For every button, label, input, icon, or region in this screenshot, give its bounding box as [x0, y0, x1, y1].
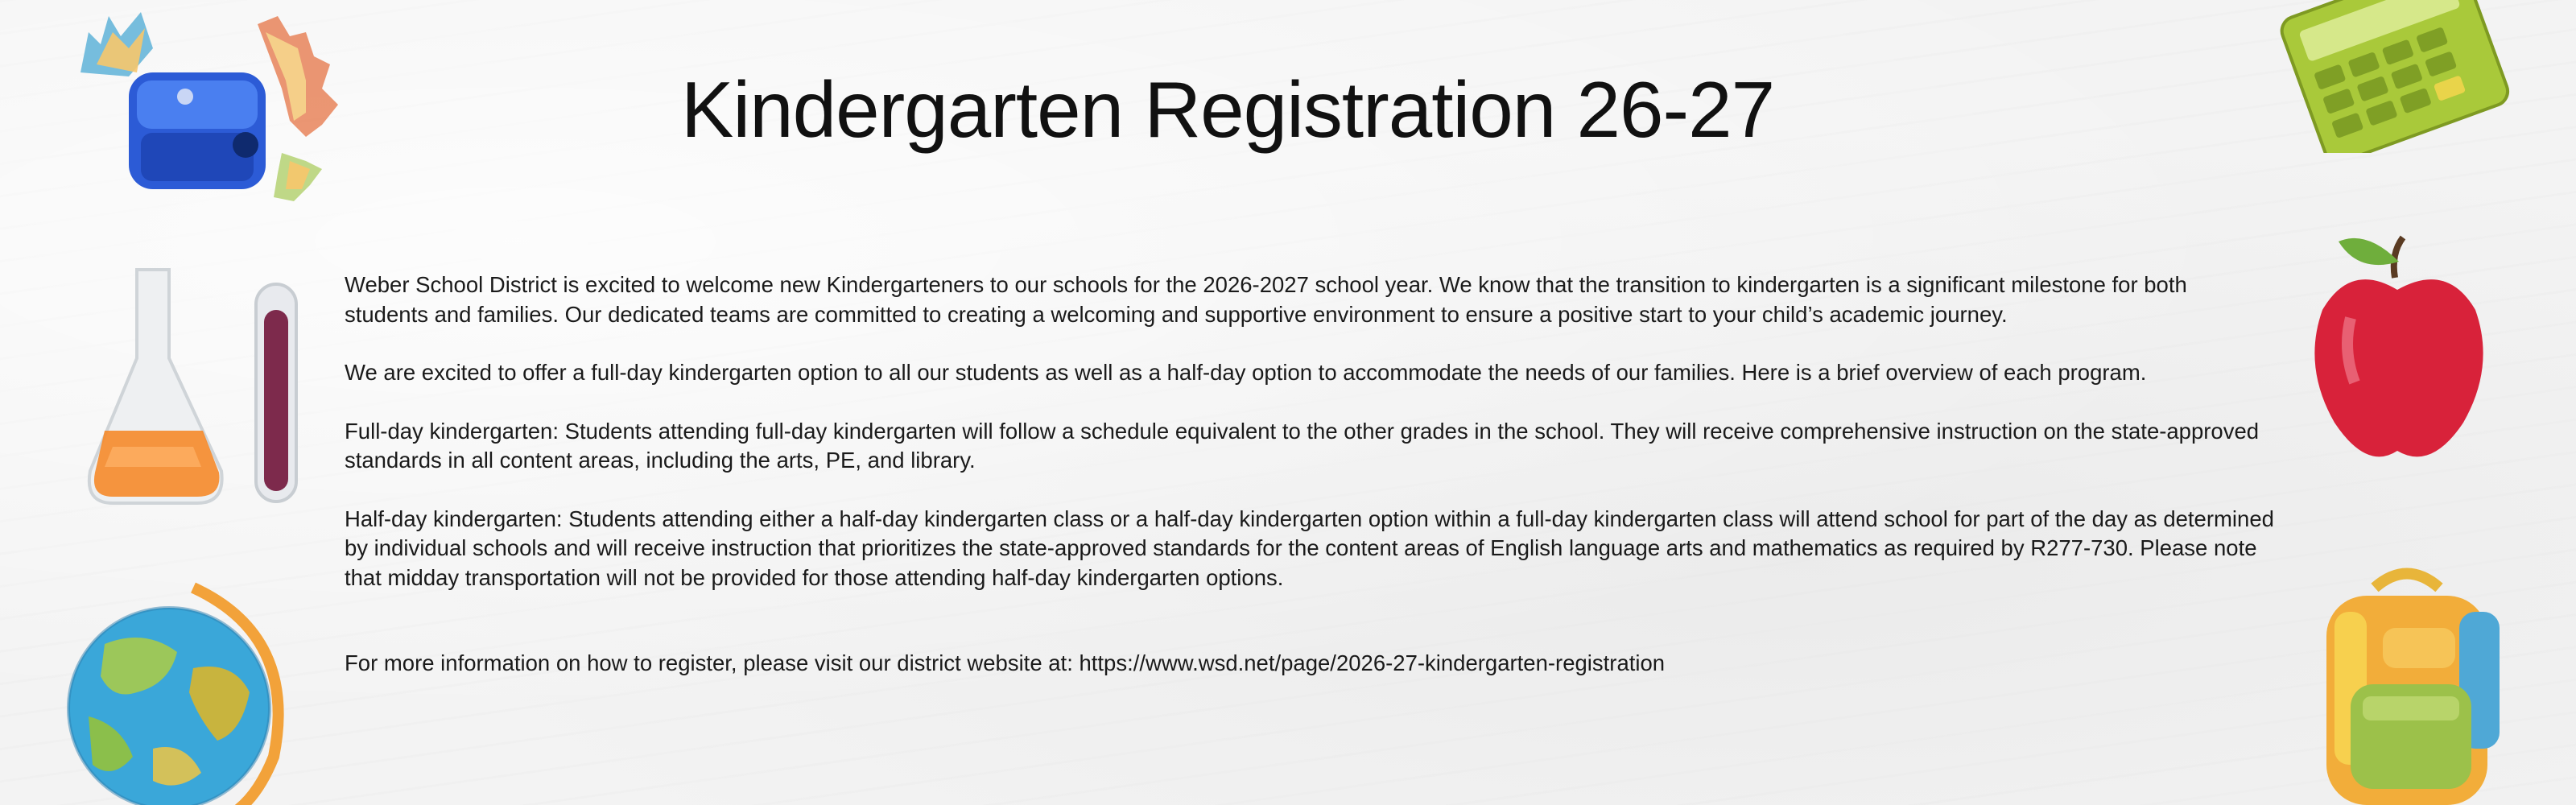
body-content	[345, 270, 2277, 708]
registration-link[interactable]: https://www.wsd.net/page/2026-27-kindergarten-registration	[1079, 650, 1666, 675]
backpack-icon	[2302, 564, 2528, 805]
apple-icon	[2302, 229, 2496, 471]
half-day-paragraph: Half-day kindergarten: Students attending either a half-day kindergarten class or a half-day kindergarten option within a full-day kindergarten class will attend school for part of the day as determined by individual schools and will receive instruction that prioritizes the state-approved standards for the content areas of English language arts and mathematics as required by R277-730. Please note that midday transportation will not be provided for those attending half-day kindergarten options.	[345, 506, 2274, 590]
lab-flask-icon	[80, 262, 322, 519]
page-title: Kindergarten Registration 26-27	[681, 65, 1775, 154]
pencil-sharpener-icon	[64, 0, 354, 209]
options-paragraph: We are excited to offer a full-day kindergarten option to all our students as well as a half-day option to accommodate the needs of our families. Here is a brief overview of each program.	[345, 360, 2147, 385]
calculator-icon	[2278, 0, 2520, 153]
full-day-paragraph: Full-day kindergarten: Students attending full-day kindergarten will follow a schedule equivalent to the other grades in the school. They will receive comprehensive instruction on the state-approved standards in all content areas, including the arts, PE, and library.	[345, 418, 2260, 473]
more-info-paragraph	[345, 649, 2277, 679]
more-info-text: For more information on how to register, please visit our district website at:	[345, 650, 1080, 675]
intro-paragraph: Weber School District is excited to welcome new Kindergarteners to our schools for the 2026-2027 school year. We know that the transition to kindergarten is a significant milestone for both students and families. Our dedicated teams are committed to creating a welcoming and supportive environment to ensure a positive start to your child’s academic journey.	[345, 272, 2187, 327]
globe-icon	[56, 580, 306, 805]
